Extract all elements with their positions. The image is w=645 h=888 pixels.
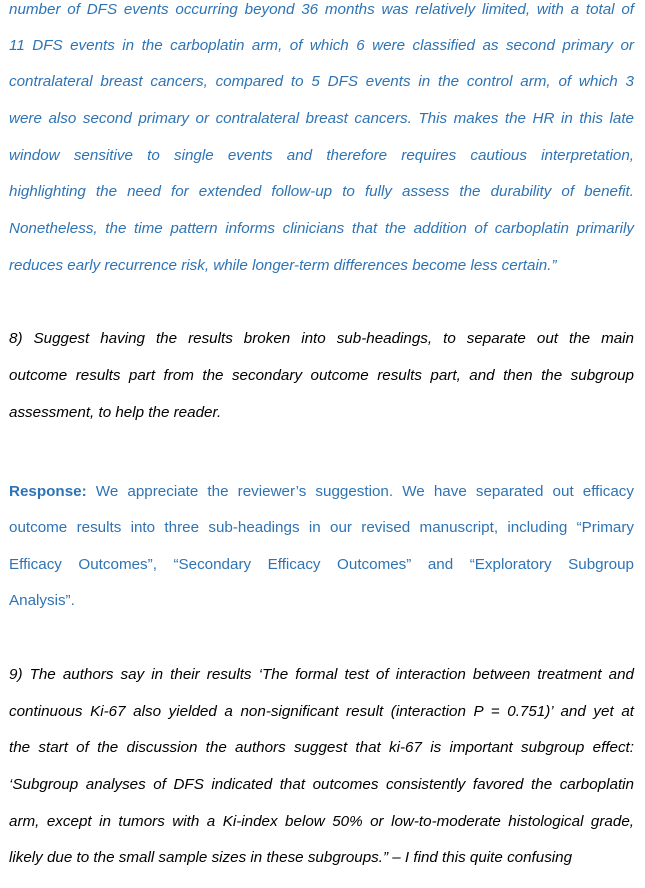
text-line: reduces early recurrence risk, while longer-term differences become less certain.” [9,257,557,274]
text-line: assessment, to help the reader. [9,404,222,421]
text-line: outcome results into three sub-headings in our revised manuscript, including “Primary [9,519,634,536]
text-line: Efficacy Outcomes”, “Secondary Efficacy Outcomes” and “Exploratory Subgroup [9,556,634,573]
text-line: ‘Subgroup analyses of DFS indicated that outcomes consistently favored the carboplatin [9,776,634,793]
text-line: arm, except in tumors with a Ki-index below 50% or low-to-moderate histological grade, [9,813,634,830]
text-line: were also second primary or contralateral breast cancers. This makes the HR in this late [9,110,634,127]
text-line: contralateral breast cancers, compared to 5 DFS events in the control arm, of which 3 [9,73,634,90]
text-line: window sensitive to single events and therefore requires cautious interpretation, [9,147,634,164]
text-line: highlighting the need for extended follow-up to fully assess the durability of benefit. [9,183,634,200]
text-line: continuous Ki-67 also yielded a non-significant result (interaction P = 0.751)’ and yet at [9,703,634,720]
text-line: Nonetheless, the time pattern informs clinicians that the addition of carboplatin primarily [9,220,634,237]
text-line: outcome results part from the secondary outcome results part, and then the subgroup [9,367,634,384]
text-line: 9) The authors say in their results ‘The formal test of interaction between treatment and [9,666,634,683]
text-line: 11 DFS events in the carboplatin arm, of which 6 were classified as second primary or [9,37,634,54]
text-line: Analysis”. [9,592,75,609]
text-line [9,482,634,502]
text-line: 8) Suggest having the results broken into sub-headings, to separate out the main [9,330,634,347]
text-line: likely due to the small sample sizes in these subgroups.” – I find this quite confusing [9,849,573,866]
response-text: We appreciate the reviewer’s suggestion. We have separated out efficacy [86,483,634,500]
text-line: the start of the discussion the authors suggest that ki-67 is important subgroup effect: [9,739,634,756]
response-label: Response: [9,483,87,500]
text-line: number of DFS events occurring beyond 36 months was relatively limited, with a total of [9,1,634,18]
